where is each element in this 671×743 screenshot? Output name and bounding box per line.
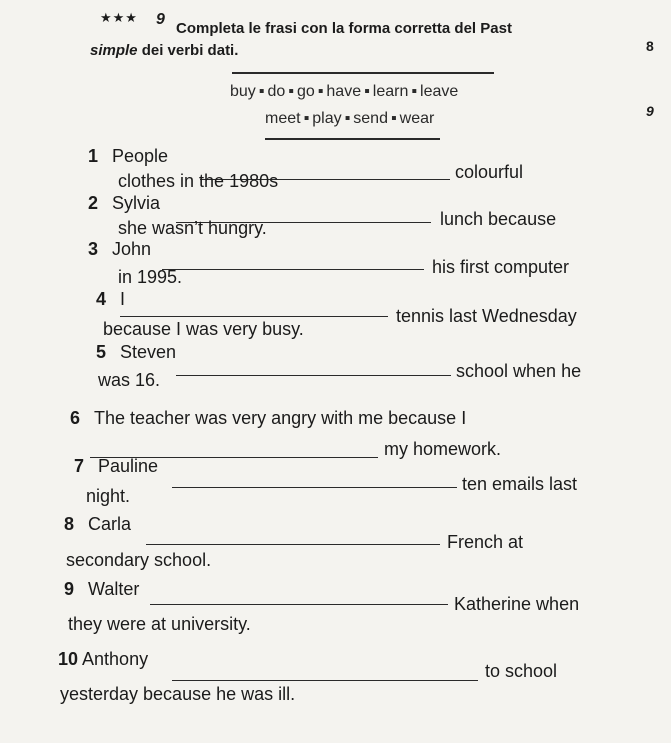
- sentence-number: 5: [96, 342, 107, 362]
- sentence-text: Carla: [88, 514, 132, 534]
- sentence-number: 3: [88, 239, 99, 259]
- sentence-text: Steven: [120, 342, 177, 362]
- verb-separator: ▪: [258, 83, 265, 100]
- instruction-line-2-rest: dei verbi dati.: [137, 42, 239, 59]
- exercise-number: 9: [156, 11, 165, 28]
- sentence-number: 6: [70, 408, 81, 428]
- verb-option: go: [296, 83, 315, 100]
- verb-separator: ▪: [288, 83, 294, 100]
- sentence-2-start: [88, 193, 160, 214]
- sentence-9-continuation: they were at university.: [68, 614, 251, 634]
- sentence-1-after-blank: colourful: [455, 162, 524, 182]
- sentence-2-continuation: she wasn’t hungry.: [118, 218, 267, 238]
- instruction-word-simple: simple: [90, 42, 138, 59]
- sentence-4-continuation: because I was very busy.: [103, 319, 304, 339]
- verb-box-bottom-rule: [265, 138, 440, 140]
- sentence-3-after-blank: his first computer: [432, 257, 570, 277]
- answer-blank-7[interactable]: [172, 487, 457, 488]
- answer-blank-9[interactable]: [150, 604, 448, 605]
- sentence-9-after-blank: Katherine when: [454, 594, 580, 614]
- sentence-7-continuation: night.: [86, 486, 131, 506]
- sentence-number: 10: [58, 649, 79, 669]
- sentence-5-start: [96, 342, 176, 363]
- sentence-3-start: [88, 239, 151, 260]
- verb-option: leave: [420, 83, 459, 100]
- verb-option: learn: [372, 83, 409, 100]
- verb-separator: ▪: [364, 83, 370, 100]
- verb-box-row-1: [230, 83, 458, 101]
- sentence-4-after-blank: tennis last Wednesday: [396, 306, 577, 326]
- instruction-line-2: [90, 42, 238, 59]
- answer-blank-4[interactable]: [120, 316, 388, 317]
- sentence-3-continuation: in 1995.: [118, 267, 183, 287]
- sentence-number: 1: [88, 146, 99, 166]
- verb-option: play: [312, 110, 342, 127]
- answer-blank-10[interactable]: [172, 680, 478, 681]
- sentence-number: 4: [96, 289, 107, 309]
- sentence-text: The teacher was very angry with me because I: [94, 408, 467, 428]
- sentence-5-after-blank: school when he: [456, 361, 582, 381]
- verb-option: wear: [399, 110, 435, 127]
- sentence-number: 8: [64, 514, 75, 534]
- instruction-line-1: Completa le frasi con la forma corretta del Past: [176, 20, 512, 37]
- verb-separator: ▪: [317, 83, 324, 100]
- verb-separator: ▪: [303, 110, 310, 127]
- sentence-number: 2: [88, 193, 99, 213]
- verb-separator: ▪: [344, 110, 351, 127]
- verb-option: send: [353, 110, 388, 127]
- sentence-2-after-blank: lunch because: [440, 209, 557, 229]
- sentence-text: Anthony: [82, 649, 149, 669]
- sentence-6-start: [70, 408, 466, 429]
- sentence-8-after-blank: French at: [447, 532, 524, 552]
- sentence-10-after-blank: to school: [485, 661, 558, 681]
- verb-separator: ▪: [411, 83, 418, 100]
- answer-blank-3[interactable]: [162, 269, 424, 270]
- verb-option: have: [326, 83, 362, 100]
- sentence-number: 9: [64, 579, 75, 599]
- sentence-text: People: [112, 146, 169, 166]
- sentence-8-start: [64, 514, 131, 535]
- sentence-text: Walter: [88, 579, 140, 599]
- sentence-9-start: [64, 579, 139, 600]
- verb-option: do: [267, 83, 286, 100]
- verb-option: meet: [265, 110, 301, 127]
- sentence-text: Pauline: [98, 456, 159, 476]
- sentence-7-start: [74, 456, 158, 477]
- answer-blank-8[interactable]: [146, 544, 440, 545]
- sentence-10-continuation: yesterday because he was ill.: [60, 684, 296, 704]
- sentence-8-continuation: secondary school.: [66, 550, 212, 570]
- verb-option: buy: [230, 83, 256, 100]
- sentence-1-start: [88, 146, 168, 167]
- sentence-5-continuation: was 16.: [98, 370, 161, 390]
- sentence-1-continuation: clothes in the 1980s: [118, 171, 279, 191]
- verb-separator: ▪: [390, 110, 397, 127]
- sentence-10-start: [58, 649, 148, 670]
- sentence-6-after-blank: my homework.: [384, 439, 502, 459]
- answer-blank-5[interactable]: [176, 375, 451, 376]
- verb-box-top-rule: [232, 72, 494, 74]
- sentence-text: I: [120, 289, 126, 309]
- sentence-number: 7: [74, 456, 85, 476]
- sentence-text: Sylvia: [112, 193, 161, 213]
- verb-box-row-2: [265, 110, 434, 128]
- sentence-7-after-blank: ten emails last: [462, 474, 578, 494]
- score-value: 8: [646, 38, 654, 54]
- difficulty-stars: ★★★: [100, 10, 138, 25]
- sentence-4-start: [96, 289, 125, 310]
- sentence-text: John: [112, 239, 152, 259]
- margin-note: 9: [646, 103, 654, 119]
